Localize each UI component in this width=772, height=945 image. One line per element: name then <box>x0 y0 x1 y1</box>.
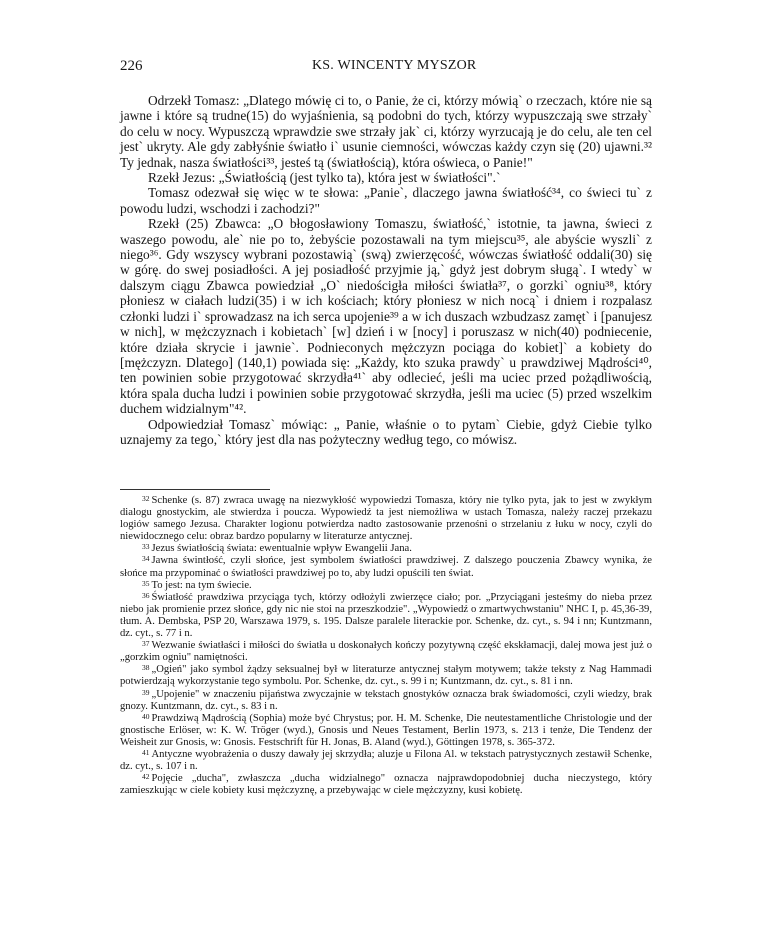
footnote-text: Pojęcie „ducha", zwłaszcza „ducha widzialnego" oznacza najprawdopodobniej ducha nieczystego, który zamieszkując w ciele kobiety kusi mężczyznę, a przebywając w ciele mężczyzny, kusi kobietę. <box>120 773 652 797</box>
footnote <box>120 713 652 749</box>
footnote-number: 34 <box>142 554 150 564</box>
footnote <box>120 592 652 640</box>
footnote-text: Jawna świntłość, czyli słońce, jest symbolem światłości prawdziwej. Z dalszego pouczenia Zbawcy wynika, że słońce ma przypominać o światłości prawdziwej po to, aby ludzi opuścili ten świat. <box>120 555 652 579</box>
footnote <box>120 749 652 773</box>
paragraph: Tomasz odezwał się więc w te słowa: „Panie`, dlaczego jawna światłość³⁴, co świeci tu` z powodu ludzi, wschodzi i zachodzi?" <box>120 185 652 216</box>
footnote-number: 32 <box>142 494 150 503</box>
paragraph: Rzekł Jezus: „Światłością (jest tylko ta), która jest w światłości".` <box>148 170 501 186</box>
footnote-text: Schenke (s. 87) zwraca uwagę na niezwykłość wypowiedzi Tomasza, który nie tylko pyta, jak to jest w zwykłym dialogu gnostyckim, ale stwierdza i poucza. Wypowiedź ta jest niemożliwa w ustach Tomasza, należy raczej przekazu logiów samego Jezusa. Charakter logionu potwierdza nadto zastosowanie przenośni o strzelaniu z łuku w nocy, czyli do niewidocznego celu: obraz bardzo popularny w literaturze antycznej. <box>120 495 652 543</box>
footnote-text: „Upojenie" w znaczeniu pijaństwa zwyczajnie w tekstach gnostyków oznacza brak świadomości, czyli wiedzy, brak gnozy. Kuntzmann, dz. cyt., s. 83 i n. <box>120 688 652 712</box>
footnote-text: Wezwanie światłaści i miłości do światła u doskonałych kończy pozytywną część ekskłamacji, dalej mowa jest już o „gorzkim ogniu" namiętności. <box>120 640 652 664</box>
footnote-number: 36 <box>142 590 150 600</box>
footnote <box>120 640 652 664</box>
running-head: KS. WINCENTY MYSZOR <box>312 58 477 73</box>
footnote-divider <box>120 489 270 490</box>
footnote-text: Światłość prawdziwa przyciąga tych, którzy odłożyli zwierzęce ciało; por. „Przyciągani jesteśmy do nieba przez niebo jak promienie przez słońce, gdy nic nie stoi na przeszkodzie". „Wypowiedź o zmartwychwstaniu" NHC I, p. 45,36-39, tłum. A. Dembska, PSP 20, Warszawa 1979, s. 195. Dalsze paralele literackie por. Schenke, dz. cyt., s. 94 i nn; Kuntzmann, dz. cyt., s. 77 i n. <box>120 591 652 640</box>
footnote-number: 39 <box>142 687 150 697</box>
paragraph: Odrzekł Tomasz: „Dlatego mówię ci to, o Panie, że ci, którzy mówią` o rzeczach, które nie są jawne i które są trudne(15) do wyjaśnienia, są podobni do tych, którzy wypuszczają swe strzały` do celu w nocy. Wypuszczą wprawdzie swe strzały jak` ci, którzy wyrzucają je do celu, ale ten cel jest` ukryty. Ale gdy zabłyśnie światło i` usunie ciemności, wówczas każdy czyn się (20) ujawni.³² Ty jednak, nasza światłości³³, jesteś tą (światłością), która oświeca, o Panie!" <box>120 93 652 170</box>
footnote-text: Antyczne wyobrażenia o duszy dawały jej skrzydła; aluzje u Filona Al. w tekstach patrystycznych zestawił Schenke, dz. cyt., s. 107 i n. <box>120 748 652 773</box>
footnote <box>120 555 652 579</box>
footnote-text: Prawdziwą Mądrością (Sophia) może być Chrystus; por. H. M. Schenke, Die neutestamentliche Christologie und der gnostische Erlöser, w: K. W. Tröger (wyd.), Gnosis und Neues Testament, Berlin 1973, s. 213 i tenże, Die Tendenz der Weisheit zur Gnosis, w: Gnosis. Festschrift für H. Jonas, B. Aland (wyd.), Göttingen 1978, s. 365-372. <box>120 712 652 748</box>
footnote <box>120 495 652 543</box>
footnote <box>120 689 652 713</box>
footnote-number: 37 <box>142 639 150 649</box>
footnote-number: 41 <box>142 747 150 757</box>
paragraph: Odpowiedział Tomasz` mówiąc: „ Panie, właśnie o to pytam` Ciebie, gdyż Ciebie tylko uznajemy za tego,` który jest dla nas pożyteczny według tego, co mówisz. <box>120 416 652 447</box>
main-text <box>120 93 652 447</box>
footnote-text: To jest: na tym świecie. <box>151 579 252 591</box>
paragraph: Rzekł (25) Zbawca: „O błogosławiony Tomaszu, światłość,` istotnie, ta jawna, świeci z waszego powodu, ale` nie po to, żebyście pozostawali na tym miejscu³⁵, ale abyście wyszli` z niego³⁶. Gdy wszyscy wybrani pozostawią` (swą) zwierzęcość, wówczas światłość oddali(30) się w górę. do swej posiadłości. A jej posiadłość przyjmie ją,` gdyż jest dobrym sługą`. I wtedy` w dalszym ciągu Zbawca powiedział „O` niedościgła miłości światła³⁷, o gorzki` ogniu³⁸, który płoniesz w ciałach ludzi(35) i w ich kościach; który płoniesz w nich nocą` i dniem i rozpalasz członki ludzi i` sprowadzasz na ich serca upojenie³⁹ a w ich duszach wzbudzasz zamęt` i [panujesz w nich], w mężczyznach i kobietach` [w] dzień i w [nocy] i poruszasz w nich(40) podniecenie, które działa skrycie i jawnie`. Podnieconych mężczyzn pociąga do kobiet]` a kobiety do [mężczyzn. Dlatego] (140,1) powiada się: „Każdy, kto szuka prawdy` u prawdziwej Mądrości⁴⁰, ten powinien sobie przygotować skrzydła⁴¹` aby odlecieć, jeśli ma uciec przed pożądliwością, która spala ducha ludzi i powinien sobie przygotować skrzydła, jeśli ma uciec (5) przed wszelkim duchem widzialnym"⁴². <box>120 216 652 417</box>
page-header <box>120 58 660 78</box>
footnote-number: 38 <box>142 663 150 673</box>
footnote-text: Jezus światłością świata: ewentualnie wpływ Ewangelii Jana. <box>151 543 412 555</box>
page-number: 226 <box>120 58 143 74</box>
footnote-text: „Ogień" jako symbol żądzy seksualnej był w literaturze antycznej stałym motywem; także teksty z Nag Hammadi potwierdzają wykorzystanie tego symbolu. Por. Schenke, dz. cyt., s. 99 i n; Kuntzmann, dz. cyt., s. 81 i nn. <box>120 664 652 688</box>
footnote-number: 33 <box>142 542 150 552</box>
footnote <box>120 664 652 688</box>
footnote-number: 42 <box>142 772 150 782</box>
footnotes-section <box>120 489 652 797</box>
footnote <box>120 773 652 797</box>
footnote <box>120 580 652 592</box>
footnote <box>120 543 652 555</box>
footnote-number: 40 <box>142 711 150 721</box>
footnote-number: 35 <box>142 578 150 588</box>
